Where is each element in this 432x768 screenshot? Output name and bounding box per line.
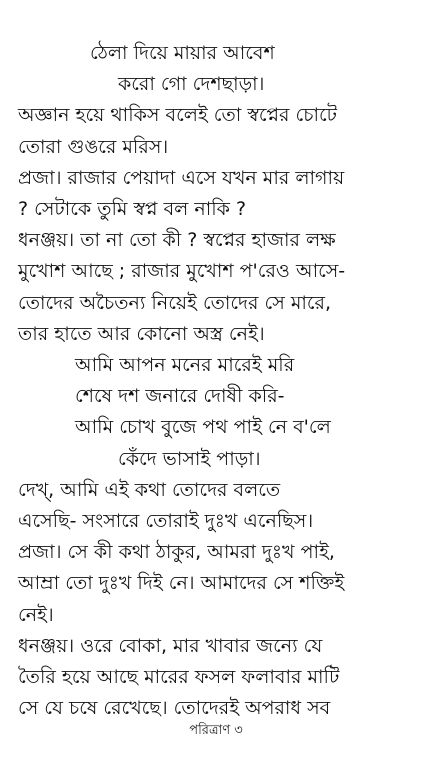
verse-line: কেঁদে ভাসাই পাড়া।: [118, 448, 261, 470]
dialogue-line: ধনঞ্জয়। তা না তো কী ? স্বপ্নের হাজার লক্ষ: [18, 229, 336, 251]
text-line: নেই।: [18, 604, 54, 626]
text-line: মুখোশ আছে ; রাজার মুখোশ প'রেও আসে-: [18, 260, 346, 282]
text-line: ? সেটাকে তুমি স্বপ্ন বল নাকি ?: [18, 198, 247, 220]
verse-line: আমি আপন মনের মারেই মরি: [75, 354, 295, 376]
text-line: তোরা গুঙরে মরিস।: [18, 136, 169, 158]
text-line: দেখ্, আমি এই কথা তোদের বলতে: [18, 479, 281, 501]
verse-line: আমি চোখ বুজে পথ পাই নে ব'লে: [75, 416, 331, 438]
text-line: তার হাতে আর কোনো অস্ত্র নেই।: [18, 323, 265, 345]
dialogue-line: প্রজা। রাজার পেয়াদা এসে যখন মার লাগায়: [18, 167, 345, 189]
verse-line: শেষে দশ জনারে দোষী করি-: [75, 385, 285, 407]
text-line: তৈরি হয়ে আছে মারের ফসল ফলাবার মাটি: [18, 666, 340, 688]
text-line: সে যে চষে রেখেছে। তোদেরই অপরাধ সব: [18, 697, 331, 719]
text-line: তোদের অচৈতন্য নিয়েই তোদের সে মারে,: [18, 292, 332, 314]
dialogue-line: ধনঞ্জয়। ওরে বোকা, মার খাবার জন্যে যে: [18, 635, 323, 657]
dialogue-line: প্রজা। সে কী কথা ঠাকুর, আমরা দুঃখ পাই,: [18, 541, 335, 563]
text-line: এসেছি- সংসারে তোরাই দুঃখ এনেছিস।: [18, 510, 314, 532]
verse-line: ঠেলা দিয়ে মায়ার আবেশ: [90, 42, 275, 64]
page-footer: পরিত্রাণ ৩: [189, 723, 243, 738]
verse-line: করো গো দেশছাড়া।: [118, 73, 265, 95]
text-line: আম্রা তো দুঃখ দিই নে। আমাদের সে শক্তিই: [18, 572, 345, 594]
text-line: অজ্ঞান হয়ে থাকিস বলেই তো স্বপ্নের চোটে: [18, 104, 337, 126]
